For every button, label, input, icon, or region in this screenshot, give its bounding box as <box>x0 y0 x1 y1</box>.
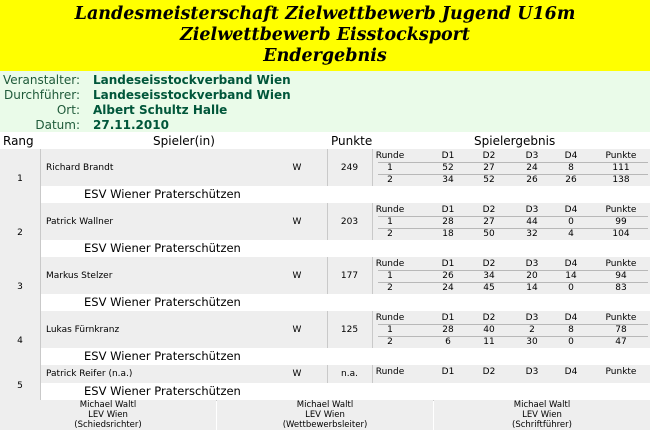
info-row-veranstalter <box>0 73 650 88</box>
rank-cell: 3 <box>17 282 23 292</box>
signature-schiedsrichter <box>0 400 216 430</box>
col-header-spielergebnis: Spielergebnis <box>474 134 556 148</box>
info-row-datum <box>0 118 650 133</box>
round-cell: 28 <box>442 217 454 227</box>
rank-divider <box>40 257 41 311</box>
round-cell: 1 <box>387 217 393 227</box>
rank-cell: 1 <box>17 174 23 184</box>
total-points: 249 <box>340 162 359 173</box>
club-name: ESV Wiener Praterschützen <box>84 295 241 309</box>
ort-label: Ort: <box>56 103 80 117</box>
round-cell: 30 <box>526 337 538 347</box>
title-block <box>0 0 650 71</box>
signature-role: (Schriftführer) <box>512 420 572 430</box>
player-name: Patrick Wallner <box>46 216 114 227</box>
gender-cell: W <box>292 369 302 379</box>
rank-cell: 5 <box>17 380 23 391</box>
sub-header-runde: Runde <box>375 367 405 377</box>
title-line-3: Endergebnis <box>263 46 387 66</box>
rank-divider <box>40 311 41 365</box>
sub-header-d1: D1 <box>441 367 455 377</box>
signature-org: LEV Wien <box>305 410 345 420</box>
veranstalter-label: Veranstalter: <box>2 73 80 87</box>
player-name: Richard Brandt <box>46 162 114 173</box>
sub-header-d1: D1 <box>441 205 455 215</box>
signature-org: LEV Wien <box>88 410 128 420</box>
signature-name: Michael Waltl <box>79 400 137 410</box>
round-cell: 14 <box>565 271 577 281</box>
sub-header-d2: D2 <box>482 205 496 215</box>
sub-header-d1: D1 <box>441 313 455 323</box>
signature-name: Michael Waltl <box>296 400 354 410</box>
round-cell: 2 <box>387 337 393 347</box>
round-cell: 27 <box>483 217 495 227</box>
club-name: ESV Wiener Praterschützen <box>84 384 241 398</box>
club-name: ESV Wiener Praterschützen <box>84 349 241 363</box>
round-cell: 2 <box>387 229 393 239</box>
sub-header-punkte: Punkte <box>605 313 637 323</box>
sub-header-punkte: Punkte <box>605 151 637 161</box>
signature-name: Michael Waltl <box>513 400 571 410</box>
col-header-rang: Rang <box>3 134 34 148</box>
round-cell: 104 <box>612 229 630 239</box>
round-cell: 26 <box>442 271 454 281</box>
signature-role: (Schiedsrichter) <box>74 420 142 430</box>
round-cell: 44 <box>526 217 538 227</box>
rank-cell: 4 <box>17 336 23 346</box>
sub-header-d3: D3 <box>525 259 539 269</box>
col-header-spieler: Spieler(in) <box>153 134 215 148</box>
veranstalter-value: Landeseisstockverband Wien <box>93 73 291 87</box>
total-points: 203 <box>340 216 359 227</box>
sub-header-runde: Runde <box>375 205 405 215</box>
total-points: n.a. <box>341 369 358 379</box>
round-cell: 20 <box>526 271 538 281</box>
datum-value: 27.11.2010 <box>93 118 169 132</box>
club-name: ESV Wiener Praterschützen <box>84 187 241 201</box>
ort-value: Albert Schultz Halle <box>93 103 228 117</box>
sub-header-d4: D4 <box>564 313 578 323</box>
round-cell: 6 <box>445 337 451 347</box>
gender-cell: W <box>292 216 302 227</box>
gender-cell: W <box>292 270 302 281</box>
round-cell: 27 <box>483 163 495 173</box>
durchfuehrer-label: Durchführer: <box>4 88 80 102</box>
sub-header-d2: D2 <box>482 151 496 161</box>
round-cell: 78 <box>615 325 627 335</box>
signature-schriftfuehrer <box>434 400 650 430</box>
round-cell: 28 <box>442 325 454 335</box>
durchfuehrer-value: Landeseisstockverband Wien <box>93 88 291 102</box>
sub-header-runde: Runde <box>375 151 405 161</box>
round-cell: 45 <box>483 283 495 293</box>
rank-divider <box>40 203 41 257</box>
club-name: ESV Wiener Praterschützen <box>84 241 241 255</box>
round-cell: 34 <box>483 271 495 281</box>
title-line-2: Zielwettbewerb Eisstocksport <box>180 25 470 45</box>
sub-header-punkte: Punkte <box>605 205 637 215</box>
title-line-1: Landesmeisterschaft Zielwettbewerb Jugend U16m <box>74 4 576 24</box>
sub-header-d1: D1 <box>441 259 455 269</box>
rank-divider <box>40 365 41 400</box>
sub-header-d4: D4 <box>564 205 578 215</box>
round-cell: 8 <box>568 325 574 335</box>
sub-header-d1: D1 <box>441 151 455 161</box>
player-name: Lukas Fürnkranz <box>46 324 120 335</box>
round-cell: 52 <box>442 163 454 173</box>
round-cell: 24 <box>442 283 454 293</box>
round-cell: 138 <box>612 175 630 185</box>
round-cell: 32 <box>526 229 538 239</box>
player-name: Markus Stelzer <box>46 270 113 281</box>
signature-role: (Wettbewerbsleiter) <box>282 420 368 430</box>
round-cell: 4 <box>568 229 574 239</box>
round-cell: 1 <box>387 163 393 173</box>
sub-header-punkte: Punkte <box>605 367 637 377</box>
round-cell: 2 <box>387 283 393 293</box>
gender-cell: W <box>292 324 302 335</box>
round-cell: 0 <box>568 337 574 347</box>
sub-header-punkte: Punkte <box>605 259 637 269</box>
info-row-ort <box>0 103 650 118</box>
total-points: 177 <box>340 270 359 281</box>
round-cell: 1 <box>387 271 393 281</box>
round-cell: 52 <box>483 175 495 185</box>
round-cell: 83 <box>615 283 627 293</box>
sub-header-d2: D2 <box>482 367 496 377</box>
round-cell: 26 <box>526 175 538 185</box>
sub-header-runde: Runde <box>375 259 405 269</box>
sub-header-d3: D3 <box>525 367 539 377</box>
sub-header-d3: D3 <box>525 151 539 161</box>
sub-header-d2: D2 <box>482 313 496 323</box>
sub-header-d4: D4 <box>564 367 578 377</box>
gender-cell: W <box>292 162 302 173</box>
round-cell: 14 <box>526 283 538 293</box>
round-cell: 2 <box>529 325 535 335</box>
round-cell: 0 <box>568 217 574 227</box>
round-cell: 26 <box>565 175 577 185</box>
round-cell: 1 <box>387 325 393 335</box>
round-cell: 34 <box>442 175 454 185</box>
round-cell: 40 <box>483 325 495 335</box>
round-cell: 111 <box>612 163 630 173</box>
signature-org: LEV Wien <box>522 410 562 420</box>
round-cell: 50 <box>483 229 495 239</box>
event-info <box>0 71 650 132</box>
round-cell: 11 <box>483 337 495 347</box>
round-cell: 47 <box>615 337 627 347</box>
round-cell: 94 <box>615 271 627 281</box>
col-header-punkte: Punkte <box>331 134 373 148</box>
total-points: 125 <box>340 324 359 335</box>
round-cell: 8 <box>568 163 574 173</box>
signature-wettbewerbsleiter <box>217 400 433 430</box>
rank-cell: 2 <box>17 228 23 238</box>
sub-header-runde: Runde <box>375 313 405 323</box>
sub-header-d3: D3 <box>525 205 539 215</box>
sub-header-d4: D4 <box>564 259 578 269</box>
round-cell: 99 <box>615 217 627 227</box>
player-name: Patrick Reifer (n.a.) <box>46 369 133 379</box>
datum-label: Datum: <box>35 118 80 132</box>
round-cell: 24 <box>526 163 538 173</box>
round-cell: 18 <box>442 229 454 239</box>
sub-header-d4: D4 <box>564 151 578 161</box>
sub-header-d3: D3 <box>525 313 539 323</box>
sub-header-d2: D2 <box>482 259 496 269</box>
info-row-durchfuehrer <box>0 88 650 103</box>
round-cell: 2 <box>387 175 393 185</box>
rank-divider <box>40 149 41 203</box>
round-cell: 0 <box>568 283 574 293</box>
